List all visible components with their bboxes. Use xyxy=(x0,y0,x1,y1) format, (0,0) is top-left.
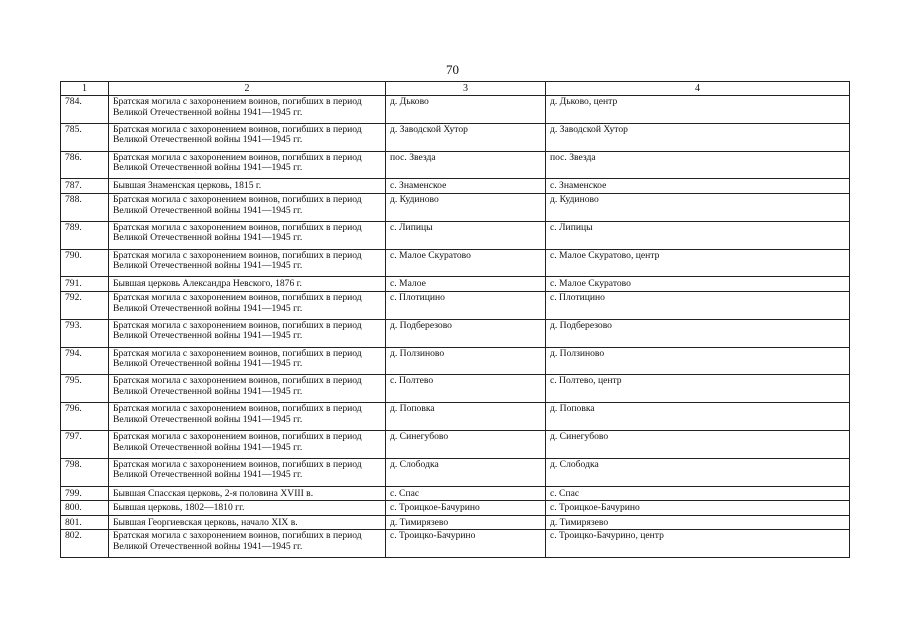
table-row xyxy=(61,221,850,249)
settlement-name: д. Кудиново xyxy=(386,193,546,221)
monument-name: Братская могила с захоронением воинов, погибших в период Великой Отечественной войны 1941—1945 гг. xyxy=(109,319,386,347)
row-number: 792. xyxy=(61,291,109,319)
row-number: 797. xyxy=(61,430,109,458)
row-number: 787. xyxy=(61,179,109,194)
page-number: 70 xyxy=(446,62,459,77)
monument-location: д. Подберезово xyxy=(546,319,850,347)
monument-location: с. Малое Скуратово, центр xyxy=(546,249,850,277)
monument-name: Братская могила с захоронением воинов, погибших в период Великой Отечественной войны 1941—1945 гг. xyxy=(109,96,386,124)
settlement-name: д. Заводской Хутор xyxy=(386,123,546,151)
settlement-name: д. Синегубово xyxy=(386,430,546,458)
monument-location: с. Спас xyxy=(546,486,850,501)
monument-location: д. Кудиново xyxy=(546,193,850,221)
row-number: 800. xyxy=(61,501,109,516)
monument-name: Братская могила с захоронением воинов, погибших в период Великой Отечественной войны 1941—1945 гг. xyxy=(109,249,386,277)
settlement-name: д. Подберезово xyxy=(386,319,546,347)
table-row xyxy=(61,193,850,221)
monument-name: Братская могила с захоронением воинов, погибших в период Великой Отечественной войны 1941—1945 гг. xyxy=(109,375,386,403)
table-row xyxy=(61,403,850,431)
monument-name: Братская могила с захоронением воинов, погибших в период Великой Отечественной войны 1941—1945 гг. xyxy=(109,458,386,486)
table-row xyxy=(61,291,850,319)
row-number: 794. xyxy=(61,347,109,375)
row-number: 798. xyxy=(61,458,109,486)
settlement-name: с. Плотицино xyxy=(386,291,546,319)
table-row xyxy=(61,530,850,558)
monument-location: д. Дьково, центр xyxy=(546,96,850,124)
row-number: 785. xyxy=(61,123,109,151)
monument-location: с. Полтево, центр xyxy=(546,375,850,403)
row-number: 801. xyxy=(61,515,109,530)
settlement-name: с. Липицы xyxy=(386,221,546,249)
column-header-3: 3 xyxy=(386,82,546,96)
row-number: 796. xyxy=(61,403,109,431)
settlement-name: д. Слободка xyxy=(386,458,546,486)
row-number: 786. xyxy=(61,151,109,179)
monument-location: пос. Звезда xyxy=(546,151,850,179)
settlement-name: с. Малое xyxy=(386,277,546,292)
row-number: 791. xyxy=(61,277,109,292)
monument-name: Братская могила с захоронением воинов, погибших в период Великой Отечественной войны 1941—1945 гг. xyxy=(109,291,386,319)
table-row xyxy=(61,249,850,277)
monument-location: с. Троицко-Бачурино, центр xyxy=(546,530,850,558)
settlement-name: д. Тимирязево xyxy=(386,515,546,530)
monument-location: д. Синегубово xyxy=(546,430,850,458)
settlement-name: пос. Звезда xyxy=(386,151,546,179)
table-row xyxy=(61,319,850,347)
row-number: 789. xyxy=(61,221,109,249)
settlement-name: д. Ползиново xyxy=(386,347,546,375)
monument-name: Бывшая Спасская церковь, 2-я половина XVIII в. xyxy=(109,486,386,501)
monument-name: Братская могила с захоронением воинов, погибших в период Великой Отечественной войны 1941—1945 гг. xyxy=(109,151,386,179)
monument-name: Братская могила с захоронением воинов, погибших в период Великой Отечественной войны 1941—1945 гг. xyxy=(109,347,386,375)
table-row xyxy=(61,430,850,458)
monument-name: Братская могила с захоронением воинов, погибших в период Великой Отечественной войны 1941—1945 гг. xyxy=(109,530,386,558)
table-row xyxy=(61,179,850,194)
table-row xyxy=(61,123,850,151)
monument-location: д. Ползиново xyxy=(546,347,850,375)
table-row xyxy=(61,501,850,516)
settlement-name: с. Малое Скуратово xyxy=(386,249,546,277)
monument-name: Бывшая Знаменская церковь, 1815 г. xyxy=(109,179,386,194)
monument-name: Бывшая церковь Александра Невского, 1876 г. xyxy=(109,277,386,292)
table-row xyxy=(61,458,850,486)
monument-location: с. Плотицино xyxy=(546,291,850,319)
monument-location: д. Поповка xyxy=(546,403,850,431)
row-number: 784. xyxy=(61,96,109,124)
settlement-name: с. Спас xyxy=(386,486,546,501)
monument-location: д. Заводской Хутор xyxy=(546,123,850,151)
monument-location: с. Знаменское xyxy=(546,179,850,194)
settlement-name: с. Полтево xyxy=(386,375,546,403)
monument-location: с. Липицы xyxy=(546,221,850,249)
monument-location: с. Малое Скуратово xyxy=(546,277,850,292)
table-row xyxy=(61,277,850,292)
monument-name: Бывшая церковь, 1802—1810 гг. xyxy=(109,501,386,516)
table-row xyxy=(61,486,850,501)
row-number: 799. xyxy=(61,486,109,501)
monument-location: д. Тимирязево xyxy=(546,515,850,530)
row-number: 790. xyxy=(61,249,109,277)
monument-name: Братская могила с захоронением воинов, погибших в период Великой Отечественной войны 1941—1945 гг. xyxy=(109,193,386,221)
monument-location: д. Слободка xyxy=(546,458,850,486)
column-header-1: 1 xyxy=(61,82,109,96)
table-row xyxy=(61,96,850,124)
table-row xyxy=(61,151,850,179)
settlement-name: д. Дьково xyxy=(386,96,546,124)
settlement-name: д. Поповка xyxy=(386,403,546,431)
table-row xyxy=(61,347,850,375)
settlement-name: с. Троицко-Бачурино xyxy=(386,530,546,558)
settlement-name: с. Знаменское xyxy=(386,179,546,194)
monument-name: Братская могила с захоронением воинов, погибших в период Великой Отечественной войны 1941—1945 гг. xyxy=(109,221,386,249)
monument-name: Братская могила с захоронением воинов, погибших в период Великой Отечественной войны 1941—1945 гг. xyxy=(109,430,386,458)
column-header-2: 2 xyxy=(109,82,386,96)
row-number: 788. xyxy=(61,193,109,221)
row-number: 793. xyxy=(61,319,109,347)
table-header-row xyxy=(61,82,850,96)
row-number: 802. xyxy=(61,530,109,558)
column-header-4: 4 xyxy=(546,82,850,96)
monument-name: Братская могила с захоронением воинов, погибших в период Великой Отечественной войны 1941—1945 гг. xyxy=(109,123,386,151)
table-row xyxy=(61,515,850,530)
table-row xyxy=(61,375,850,403)
monument-registry-table xyxy=(60,81,850,558)
monument-location: с. Троицкое-Бачурино xyxy=(546,501,850,516)
row-number: 795. xyxy=(61,375,109,403)
monument-name: Братская могила с захоронением воинов, погибших в период Великой Отечественной войны 1941—1945 гг. xyxy=(109,403,386,431)
monument-name: Бывшая Георгиевская церковь, начало XIX в. xyxy=(109,515,386,530)
settlement-name: с. Троицкое-Бачурино xyxy=(386,501,546,516)
